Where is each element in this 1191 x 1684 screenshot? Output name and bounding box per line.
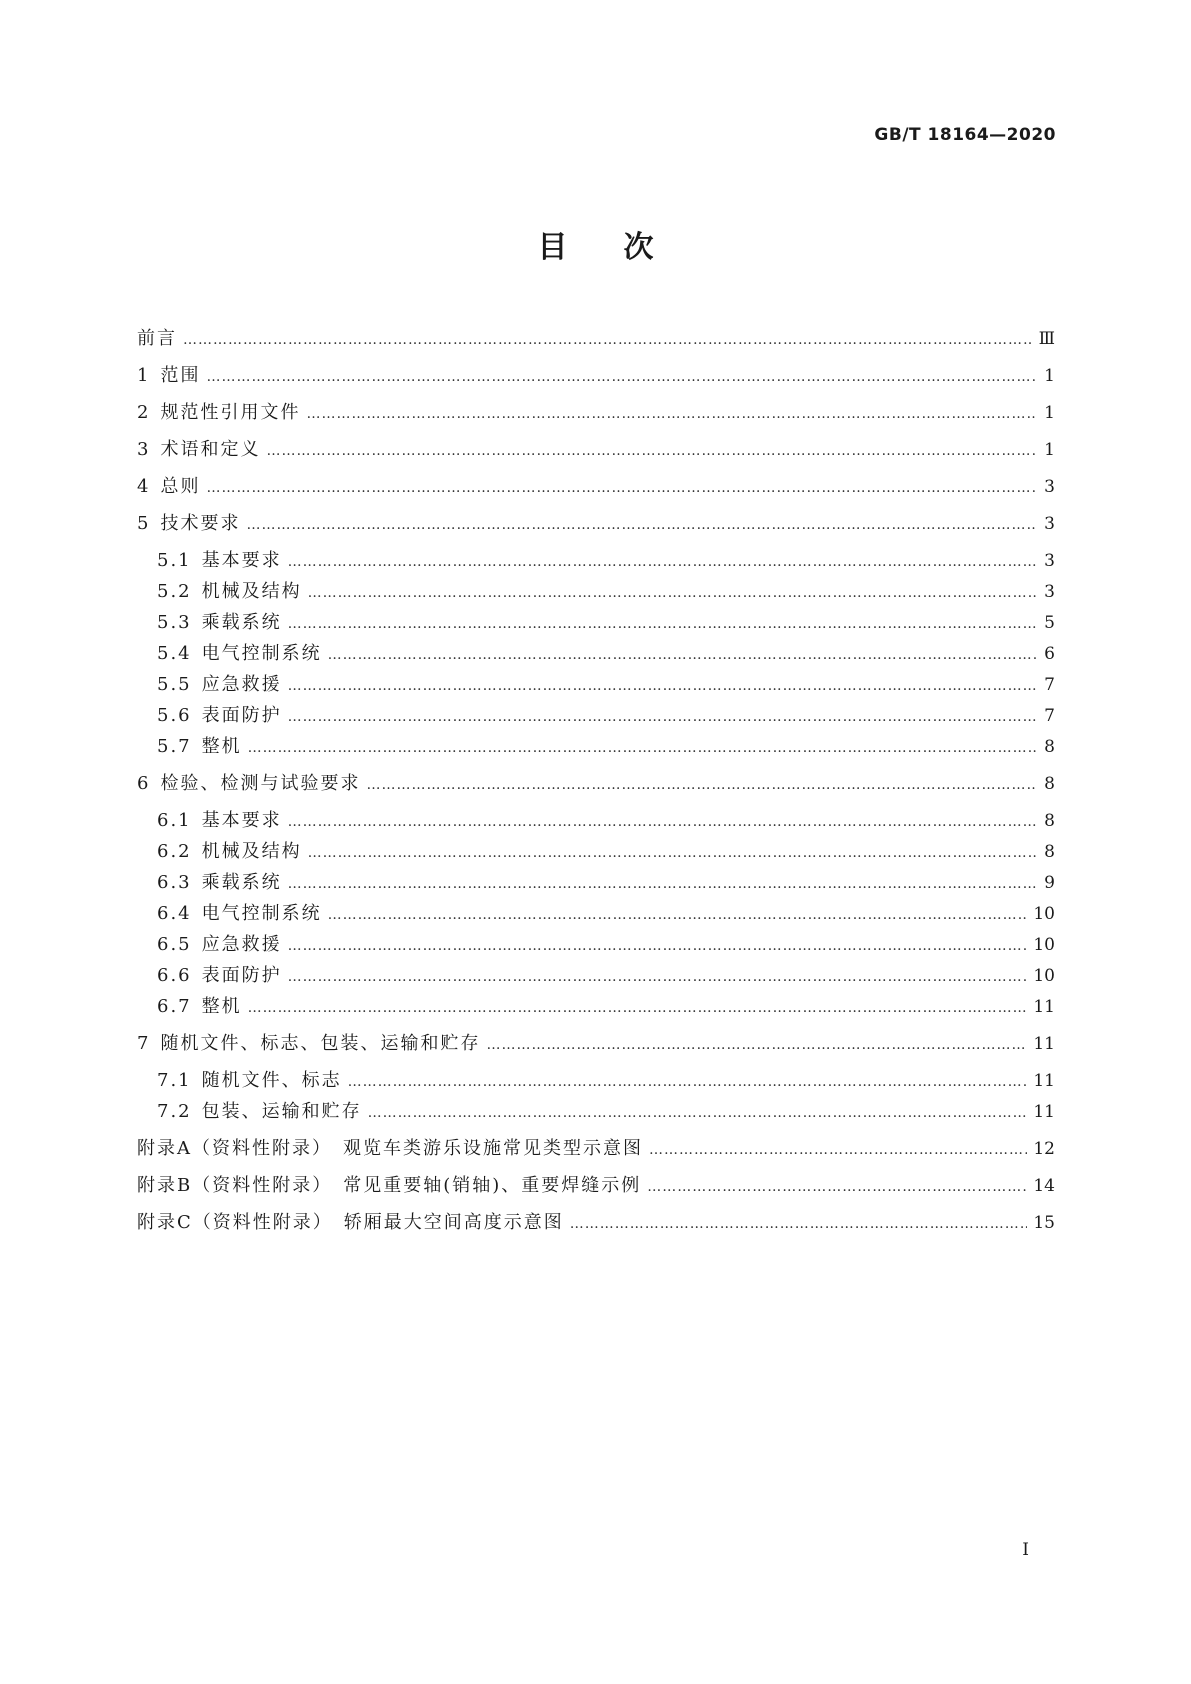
- toc-entry[interactable]: [137, 612, 1055, 635]
- toc-entry[interactable]: [137, 705, 1055, 728]
- toc-entry-page: 12: [1033, 1139, 1055, 1159]
- toc-entry-page: 11: [1033, 1034, 1055, 1054]
- toc-entry-title: 乘载系统: [201, 612, 282, 633]
- toc-leader-dots: [368, 1102, 1028, 1124]
- toc-entry-label: [157, 934, 282, 956]
- toc-entry[interactable]: [137, 903, 1055, 926]
- toc-leader-dots: [649, 1139, 1027, 1161]
- toc-leader-dots: [306, 403, 1037, 425]
- toc-entry-title: 包装、运输和贮存: [201, 1101, 362, 1122]
- toc-entry-number: 5.3: [157, 612, 192, 633]
- toc-entry-page: 11: [1033, 997, 1055, 1017]
- toc-entry-page: 8: [1044, 811, 1055, 831]
- toc-entry-label: [137, 1138, 643, 1160]
- toc-leader-dots: [288, 613, 1037, 635]
- toc-entry-number: 3: [137, 439, 151, 460]
- toc-entry-title: 随机文件、标志、包装、运输和贮存: [160, 1033, 481, 1054]
- toc-leader-dots: [266, 440, 1037, 462]
- toc-entry-title: 应急救援: [201, 934, 282, 955]
- toc-entry-page: 9: [1044, 873, 1055, 893]
- toc-entry-label: [157, 810, 282, 832]
- toc-entry-page: 1: [1044, 440, 1055, 460]
- toc-entry[interactable]: [137, 1033, 1055, 1056]
- toc-leader-dots: [308, 842, 1037, 864]
- toc-entry[interactable]: [137, 439, 1055, 462]
- toc-entry-page: 3: [1044, 582, 1055, 602]
- toc-entry-number: 7.1: [157, 1070, 192, 1091]
- toc-entry-label: [137, 513, 240, 535]
- toc-entry[interactable]: [137, 736, 1055, 759]
- toc-entry-label: [157, 903, 322, 925]
- toc-entry-title: 附录A（资料性附录） 观览车类游乐设施常见类型示意图: [137, 1138, 643, 1159]
- toc-entry[interactable]: [137, 773, 1055, 796]
- toc-entry-label: [137, 328, 177, 350]
- toc-entry-page: 14: [1033, 1176, 1055, 1196]
- toc-entry-number: 6.6: [157, 965, 192, 986]
- toc-entry-page: 15: [1033, 1213, 1055, 1233]
- toc-entry-label: [157, 965, 282, 987]
- toc-entry-page: 8: [1044, 774, 1055, 794]
- toc-entry[interactable]: [137, 1212, 1055, 1235]
- toc-entry-label: [157, 705, 282, 727]
- toc-entry-title: 范围: [160, 365, 201, 386]
- toc-entry[interactable]: [137, 1138, 1055, 1161]
- toc-leader-dots: [647, 1176, 1027, 1198]
- toc-entry-label: [137, 1212, 564, 1234]
- toc-entry-number: 6: [137, 773, 151, 794]
- toc-entry[interactable]: [137, 674, 1055, 697]
- toc-entry-number: 7.2: [157, 1101, 192, 1122]
- toc-entry[interactable]: [137, 328, 1055, 351]
- toc-entry-label: [157, 996, 242, 1018]
- toc-leader-dots: [288, 675, 1037, 697]
- toc-entry-title: 附录B（资料性附录） 常见重要轴(销轴)、重要焊缝示例: [137, 1175, 642, 1196]
- toc-entry-page: 11: [1033, 1071, 1055, 1091]
- toc-entry-title: 前言: [137, 328, 177, 349]
- toc-leader-dots: [288, 935, 1028, 957]
- toc-entry-page: 3: [1044, 551, 1055, 571]
- toc-entry[interactable]: [137, 402, 1055, 425]
- toc-entry-label: [157, 1101, 362, 1123]
- toc-entry-label: [157, 674, 282, 696]
- toc-entry-number: 6.4: [157, 903, 192, 924]
- toc-leader-dots: [366, 774, 1037, 796]
- toc-leader-dots: [206, 477, 1037, 499]
- toc-entry[interactable]: [137, 1101, 1055, 1124]
- toc-entry-number: 5.2: [157, 581, 192, 602]
- toc-entry-title: 整机: [201, 736, 242, 757]
- toc-entry-title: 机械及结构: [201, 581, 302, 602]
- toc-leader-dots: [288, 873, 1037, 895]
- toc-entry-title: 随机文件、标志: [201, 1070, 342, 1091]
- page-title: [0, 222, 1191, 266]
- toc-entry-label: [137, 1175, 641, 1197]
- toc-leader-dots: [288, 706, 1037, 728]
- toc-leader-dots: [183, 329, 1033, 351]
- toc-leader-dots: [328, 904, 1028, 926]
- title-char-1: 目: [537, 230, 568, 265]
- toc-entry-title: 整机: [201, 996, 242, 1017]
- toc-entry-page: Ⅲ: [1038, 329, 1055, 349]
- table-of-contents: [137, 328, 1055, 1235]
- toc-entry-title: 术语和定义: [160, 439, 261, 460]
- toc-entry-title: 技术要求: [160, 513, 241, 534]
- toc-entry-number: 5.1: [157, 550, 192, 571]
- toc-entry-label: [157, 643, 322, 665]
- toc-entry-page: 8: [1044, 737, 1055, 757]
- toc-entry[interactable]: [137, 872, 1055, 895]
- toc-entry[interactable]: [137, 365, 1055, 388]
- toc-entry-page: 10: [1033, 935, 1055, 955]
- standard-number: GB/T 18164—2020: [874, 125, 1056, 145]
- toc-entry-number: 5.7: [157, 736, 192, 757]
- toc-entry[interactable]: [137, 965, 1055, 988]
- toc-entry[interactable]: [137, 643, 1055, 666]
- toc-entry[interactable]: [137, 513, 1055, 536]
- toc-entry-page: 10: [1033, 966, 1055, 986]
- toc-entry-page: 7: [1044, 675, 1055, 695]
- toc-entry-label: [157, 736, 242, 758]
- toc-entry[interactable]: [137, 996, 1055, 1019]
- toc-entry[interactable]: [137, 1175, 1055, 1198]
- toc-entry-label: [137, 1033, 480, 1055]
- toc-leader-dots: [288, 811, 1037, 833]
- toc-entry-number: 6.7: [157, 996, 192, 1017]
- toc-entry-title: 检验、检测与试验要求: [160, 773, 361, 794]
- toc-entry-title: 附录C（资料性附录） 轿厢最大空间高度示意图: [137, 1212, 564, 1233]
- toc-entry-number: 7: [137, 1033, 151, 1054]
- toc-leader-dots: [328, 644, 1037, 666]
- toc-entry-title: 总则: [160, 476, 201, 497]
- toc-entry[interactable]: [137, 581, 1055, 604]
- toc-entry-title: 表面防护: [201, 705, 282, 726]
- toc-entry-label: [157, 612, 282, 634]
- toc-entry[interactable]: [137, 810, 1055, 833]
- toc-entry-title: 电气控制系统: [201, 643, 322, 664]
- toc-entry-title: 电气控制系统: [201, 903, 322, 924]
- toc-entry-number: 5.5: [157, 674, 192, 695]
- toc-entry-number: 5: [137, 513, 151, 534]
- toc-entry-number: 6.5: [157, 934, 192, 955]
- toc-entry-title: 乘载系统: [201, 872, 282, 893]
- toc-entry-title: 规范性引用文件: [160, 402, 301, 423]
- toc-entry-label: [137, 365, 200, 387]
- toc-entry-title: 应急救援: [201, 674, 282, 695]
- toc-leader-dots: [248, 737, 1037, 759]
- toc-entry[interactable]: [137, 841, 1055, 864]
- toc-entry[interactable]: [137, 476, 1055, 499]
- toc-entry[interactable]: [137, 934, 1055, 957]
- toc-entry[interactable]: [137, 1070, 1055, 1093]
- toc-entry-number: 6.1: [157, 810, 192, 831]
- footer-page-number: I: [1022, 1540, 1029, 1560]
- toc-entry-number: 5.6: [157, 705, 192, 726]
- toc-leader-dots: [308, 582, 1037, 604]
- toc-entry-label: [157, 1070, 342, 1092]
- toc-entry-label: [157, 841, 302, 863]
- toc-entry-label: [137, 439, 260, 461]
- toc-entry-title: 表面防护: [201, 965, 282, 986]
- toc-entry-title: 机械及结构: [201, 841, 302, 862]
- toc-entry-number: 1: [137, 365, 151, 386]
- title-char-2: 次: [623, 230, 654, 265]
- toc-entry-page: 3: [1044, 477, 1055, 497]
- toc-entry-number: 2: [137, 402, 151, 423]
- toc-leader-dots: [348, 1071, 1028, 1093]
- toc-entry-page: 1: [1044, 366, 1055, 386]
- toc-entry-number: 5.4: [157, 643, 192, 664]
- toc-leader-dots: [246, 514, 1037, 536]
- toc-entry-page: 5: [1044, 613, 1055, 633]
- toc-entry-label: [137, 773, 360, 795]
- toc-entry-label: [137, 476, 200, 498]
- toc-entry-page: 10: [1033, 904, 1055, 924]
- toc-entry-page: 3: [1044, 514, 1055, 534]
- toc-entry-page: 7: [1044, 706, 1055, 726]
- toc-entry-number: 6.3: [157, 872, 192, 893]
- toc-entry-label: [157, 581, 302, 603]
- toc-leader-dots: [288, 551, 1037, 573]
- toc-entry-page: 11: [1033, 1102, 1055, 1122]
- toc-leader-dots: [288, 966, 1028, 988]
- toc-leader-dots: [248, 997, 1028, 1019]
- toc-entry-number: 6.2: [157, 841, 192, 862]
- toc-entry[interactable]: [137, 550, 1055, 573]
- toc-entry-label: [137, 402, 300, 424]
- toc-entry-page: 6: [1044, 644, 1055, 664]
- toc-entry-label: [157, 550, 282, 572]
- toc-entry-label: [157, 872, 282, 894]
- toc-leader-dots: [206, 366, 1037, 388]
- toc-entry-number: 4: [137, 476, 151, 497]
- toc-entry-page: 8: [1044, 842, 1055, 862]
- toc-entry-title: 基本要求: [201, 550, 282, 571]
- toc-entry-title: 基本要求: [201, 810, 282, 831]
- toc-entry-page: 1: [1044, 403, 1055, 423]
- toc-leader-dots: [570, 1213, 1028, 1235]
- toc-leader-dots: [486, 1034, 1027, 1056]
